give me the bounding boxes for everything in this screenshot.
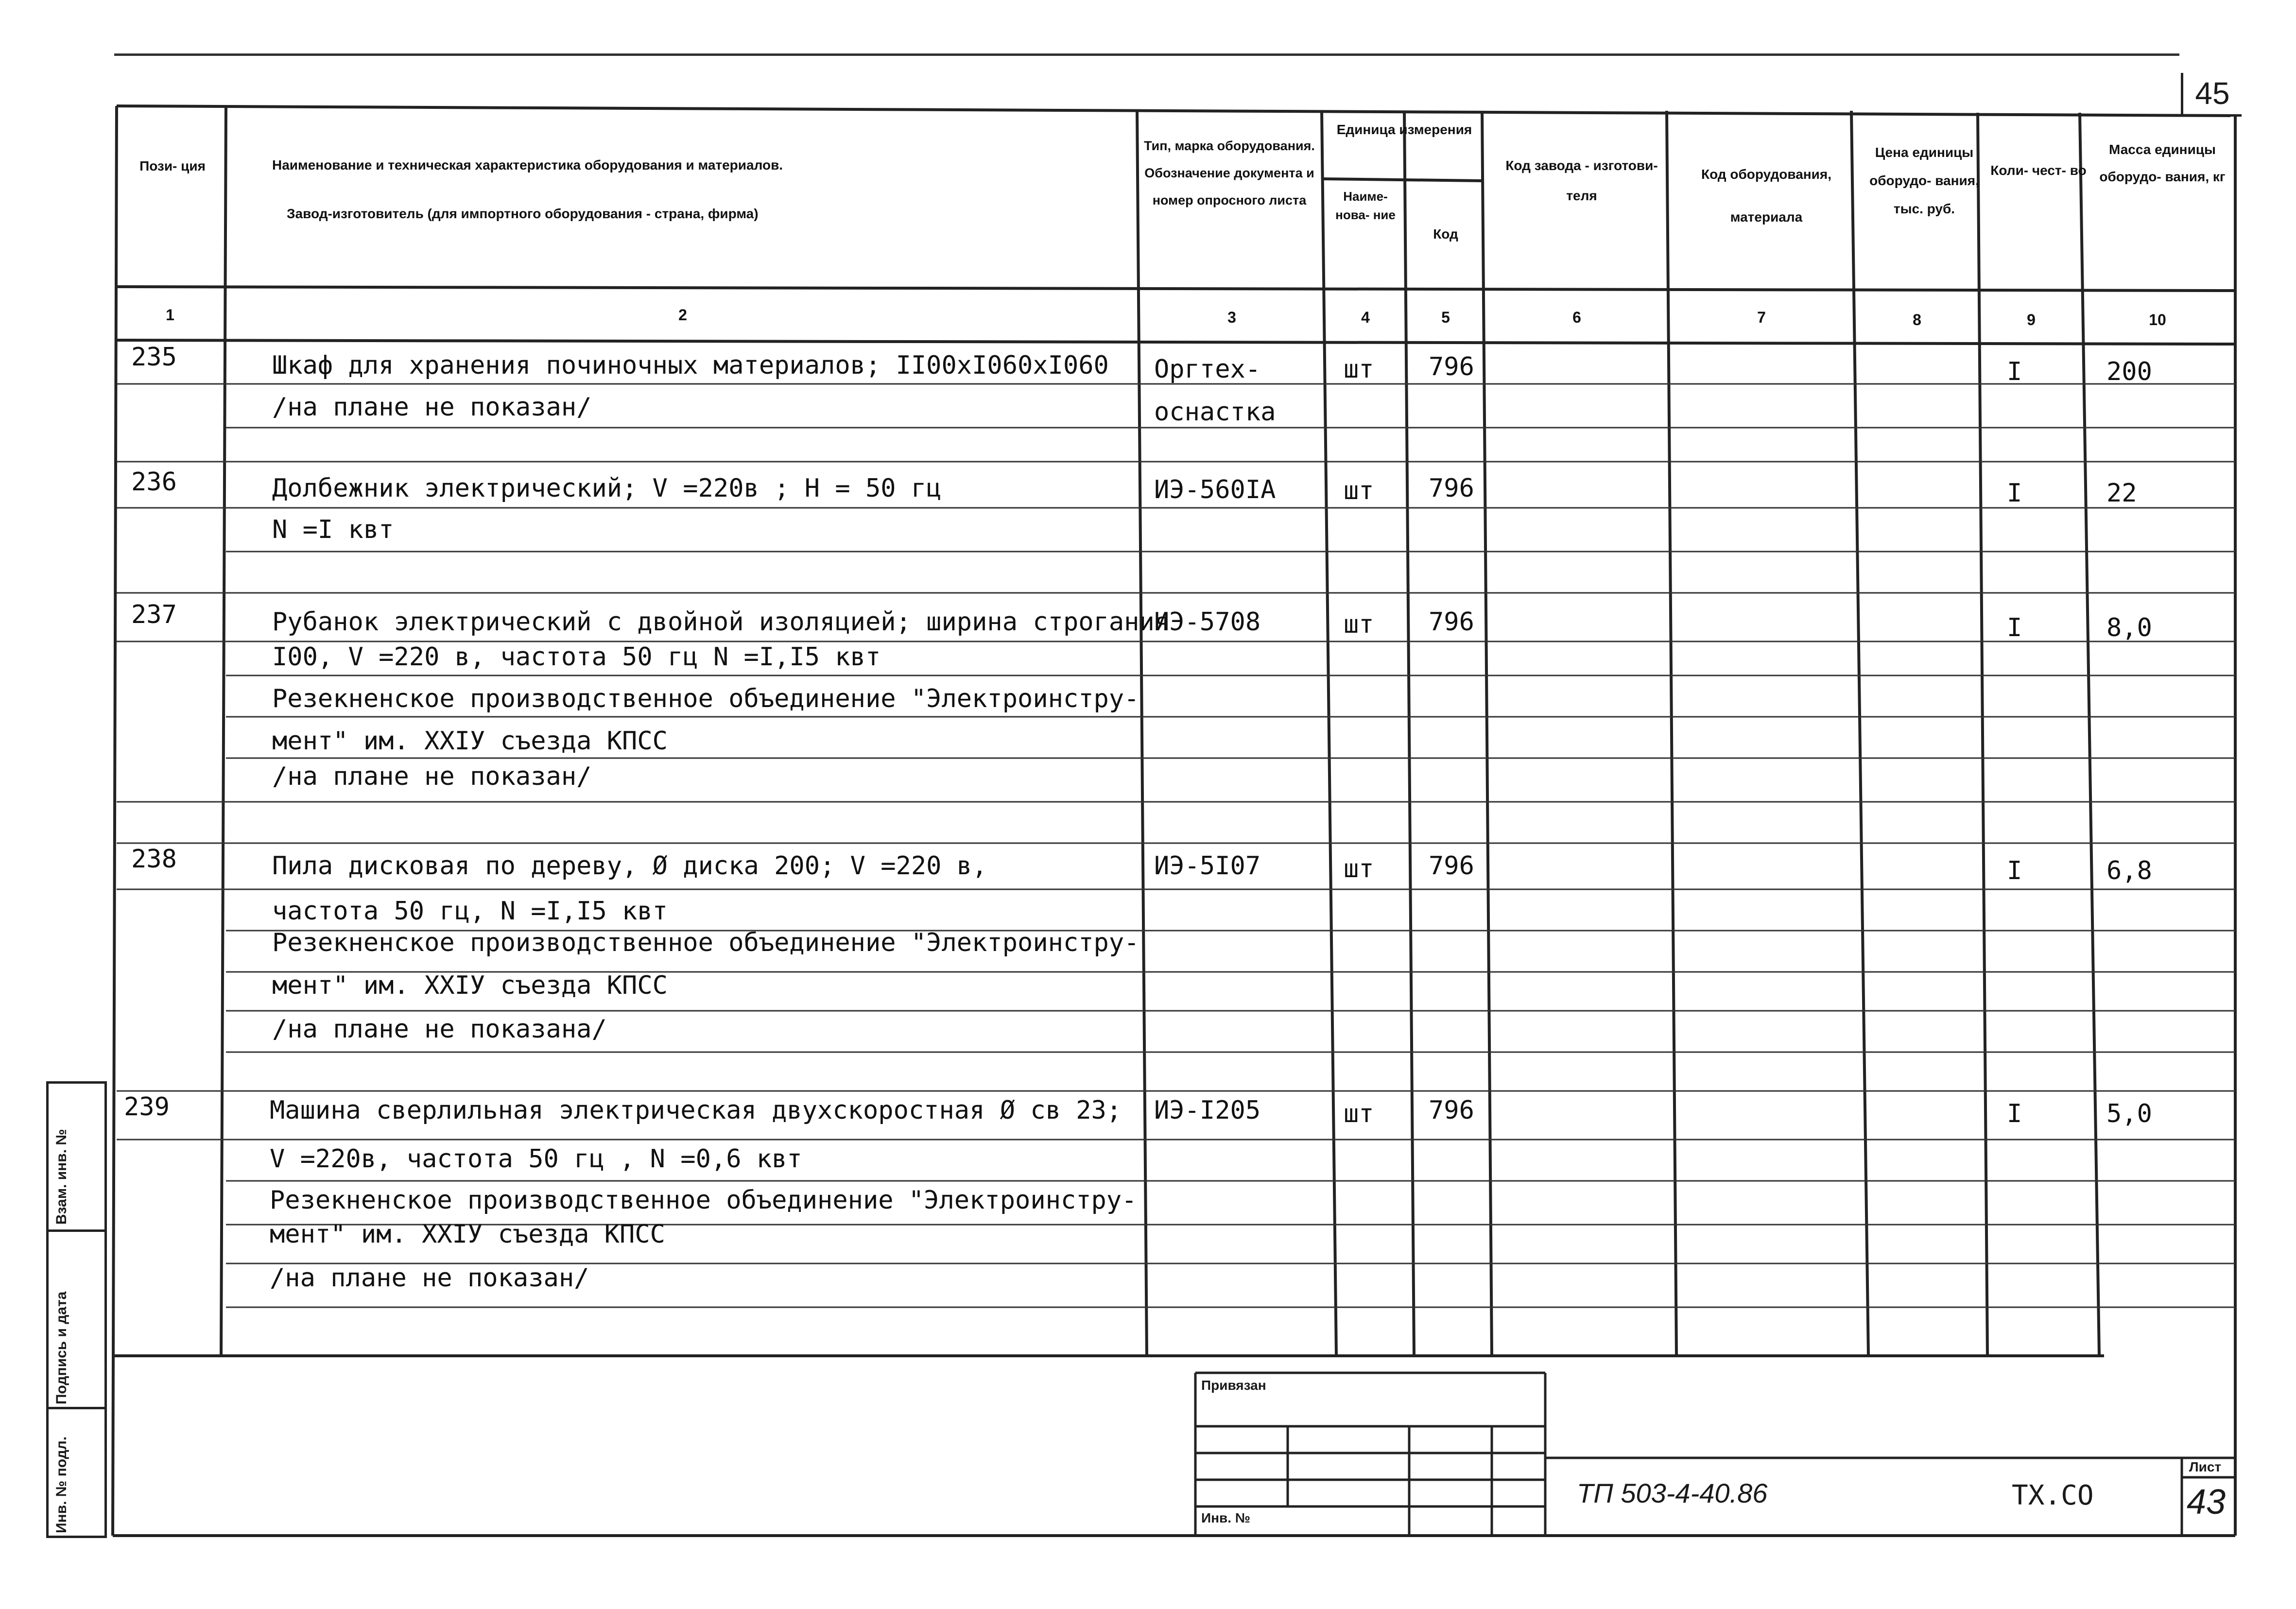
item-236-name-line2: N =I квт	[272, 515, 394, 544]
item-236-type-line1: ИЭ-560IA	[1154, 475, 1276, 504]
col-number-9: 9	[2027, 311, 2036, 329]
item-238-unit: шт	[1344, 854, 1374, 883]
item-235-position: 235	[131, 343, 177, 372]
item-238-name-line5: /на плане не показана/	[272, 1015, 607, 1044]
header-name-line1: Наименование и техническая характеристика оборудования и материалов.	[272, 157, 783, 173]
col-number-6: 6	[1572, 309, 1581, 326]
item-236-qty: I	[2007, 479, 2022, 508]
sheet-number: 45	[2181, 73, 2242, 117]
item-237-position: 237	[131, 600, 177, 629]
item-235-code: 796	[1429, 352, 1474, 381]
item-236-name-line1: Долбежник электрический; V =220в ; Н = 50 гц	[272, 474, 942, 503]
item-238-position: 238	[131, 845, 177, 874]
item-239-position: 239	[124, 1092, 170, 1122]
item-235-qty: I	[2007, 357, 2022, 386]
item-237-name-line1: Рубанок электрический с двойной изоляцией; ширина строгания	[272, 607, 1170, 637]
item-239-name-line4: мент" им. XXIУ съезда КПСС	[270, 1220, 665, 1249]
item-238-mass: 6,8	[2106, 856, 2152, 885]
item-237-name-line5: /на плане не показан/	[272, 762, 592, 791]
header-name-line2: Завод-изготовитель (для импортного оборудования - страна, фирма)	[287, 206, 759, 221]
header-equip-code: Код оборудования, материала	[1701, 167, 1832, 225]
stamp-inv-label: Инв. №	[1201, 1510, 1251, 1525]
item-238-name-line2: частота 50 гц, N =I,I5 квт	[272, 897, 668, 926]
item-235-type-line1: Оргтех-	[1154, 355, 1261, 384]
header-unit-group: Единица измерения	[1336, 122, 1472, 137]
col-number-7: 7	[1757, 309, 1766, 326]
item-236-mass: 22	[2106, 479, 2137, 508]
item-238-qty: I	[2007, 856, 2022, 885]
item-239-name-line2: V =220в, частота 50 гц , N =0,6 квт	[270, 1144, 802, 1174]
item-237-unit: шт	[1344, 610, 1374, 639]
item-235-name-line2: /на плане не показан/	[272, 393, 592, 422]
col-number-4: 4	[1361, 309, 1370, 326]
item-239-qty: I	[2007, 1099, 2022, 1128]
item-239-mass: 5,0	[2106, 1099, 2152, 1128]
item-239-code: 796	[1429, 1096, 1474, 1125]
item-236-code: 796	[1429, 474, 1474, 503]
header-factory-code: Код завода - изготови- теля	[1505, 158, 1658, 203]
item-235-mass: 200	[2106, 357, 2152, 386]
item-238-code: 796	[1429, 851, 1474, 881]
item-236-unit: шт	[1344, 476, 1374, 505]
header-price: Цена единицы оборудо- вания, тыс. руб.	[1869, 145, 1979, 216]
side-label-original-inv: Инв. № подл.	[53, 1436, 69, 1533]
side-label-signature: Подпись и дата	[53, 1291, 69, 1404]
side-stamp-original-inv	[46, 1407, 107, 1538]
item-239-unit: шт	[1344, 1099, 1374, 1128]
col-number-5: 5	[1441, 309, 1450, 326]
item-237-type-line1: ИЭ-5708	[1154, 607, 1261, 637]
item-235-type-line2: оснастка	[1154, 398, 1276, 427]
item-238-name-line1: Пила дисковая по дереву, Ø диска 200; V =220 в,	[272, 851, 987, 881]
item-239-name-line5: /на плане не показан/	[270, 1263, 589, 1293]
col-number-10: 10	[2149, 311, 2166, 329]
header-unit-name: Наиме- нова- ние	[1335, 189, 1396, 222]
header-mass: Масса единицы оборудо- вания, кг	[2099, 142, 2226, 184]
item-239-name-line1: Машина сверлильная электрическая двухскоростная Ø св 23;	[270, 1096, 1122, 1125]
item-238-type-line1: ИЭ-5I07	[1154, 851, 1261, 881]
side-label-replace-inv: Взам. инв. №	[53, 1129, 69, 1225]
stamp-list-number: 43	[2187, 1483, 2226, 1522]
col-number-3: 3	[1227, 309, 1236, 326]
item-237-name-line2: I00, V =220 в, частота 50 гц N =I,I5 квт	[272, 642, 881, 672]
item-237-code: 796	[1429, 607, 1474, 637]
col-number-8: 8	[1913, 311, 1921, 329]
item-237-qty: I	[2007, 613, 2022, 642]
header-unit-code: Код	[1433, 226, 1458, 242]
header-qty: Коли- чест- во	[1990, 163, 2087, 178]
stamp-list-label: Лист	[2189, 1459, 2222, 1474]
header-type: Тип, марка оборудования. Обозначение документа и номер опросного листа	[1144, 138, 1315, 208]
item-239-name-line3: Резекненское производственное объединение "Электроинстру-	[270, 1186, 1137, 1215]
stamp-document-mark: ТХ.СО	[2012, 1480, 2094, 1511]
item-238-name-line3: Резекненское производственное объединение "Электроинстру-	[272, 928, 1139, 957]
stamp-bound-label: Привязан	[1201, 1378, 1266, 1393]
stamp-document-code: ТП 503-4-40.86	[1577, 1478, 1768, 1508]
item-235-unit: шт	[1344, 355, 1374, 384]
col-number-2: 2	[678, 306, 687, 324]
item-235-name-line1: Шкаф для хранения починочных материалов; II00xI060xI060	[272, 351, 1109, 380]
item-238-name-line4: мент" им. XXIУ съезда КПСС	[272, 971, 668, 1000]
side-stamp-signature	[46, 1229, 107, 1409]
item-239-type-line1: ИЭ-I205	[1154, 1096, 1261, 1125]
item-237-name-line3: Резекненское производственное объединение "Электроинстру-	[272, 684, 1139, 713]
col-number-1: 1	[166, 306, 174, 324]
item-237-mass: 8,0	[2106, 613, 2152, 642]
item-236-position: 236	[131, 467, 177, 497]
side-stamp-replace-inv	[46, 1081, 107, 1232]
item-237-name-line4: мент" им. XXIУ съезда КПСС	[272, 727, 668, 756]
header-position: Пози- ция	[139, 158, 206, 173]
